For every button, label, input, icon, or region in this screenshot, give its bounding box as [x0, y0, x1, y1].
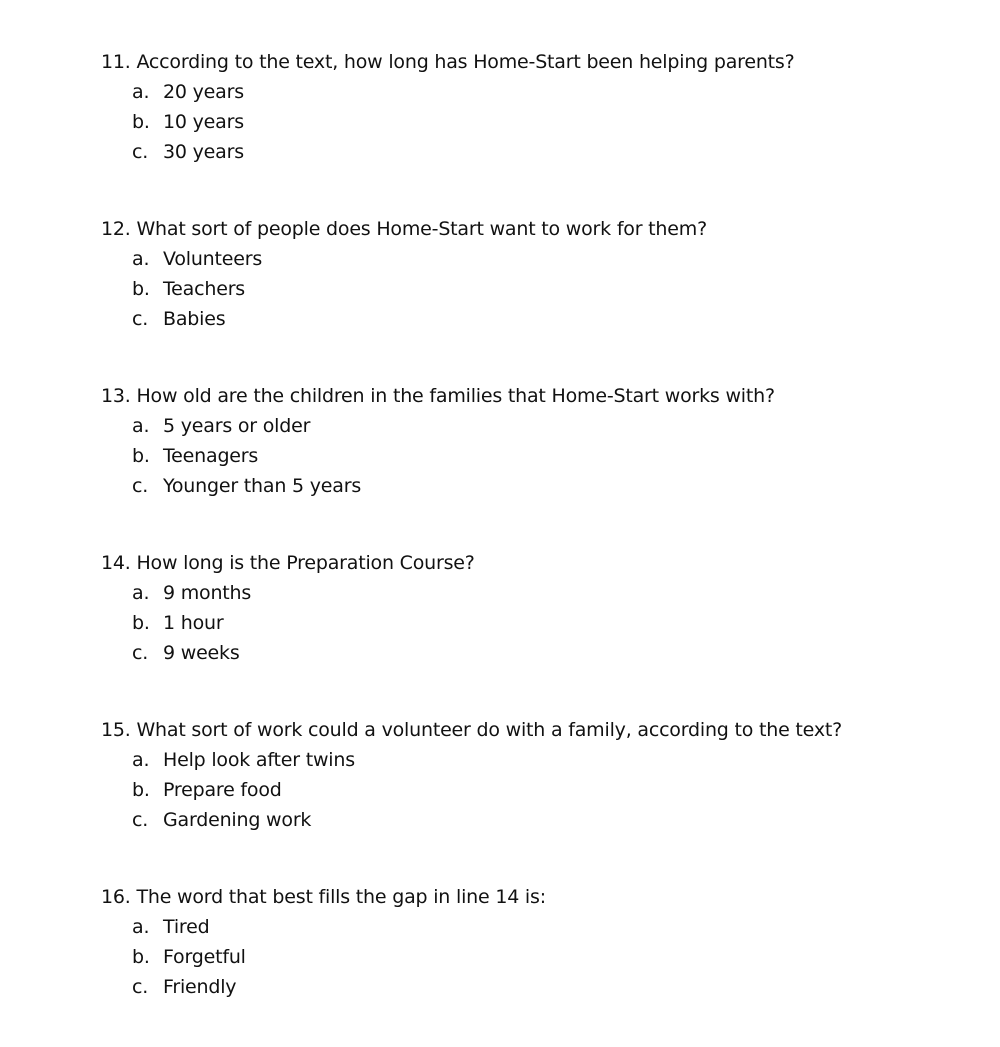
option-letter: b. [132, 445, 150, 467]
option-text: Forgetful [163, 946, 246, 968]
option-letter: c. [132, 308, 149, 330]
question-12-option-b[interactable] [101, 274, 981, 304]
question-12-option-a[interactable] [101, 244, 981, 274]
option-letter: b. [132, 779, 150, 801]
option-letter: a. [132, 248, 150, 270]
option-text: Prepare food [163, 779, 282, 801]
option-text: 5 years or older [163, 415, 311, 437]
option-letter: b. [132, 612, 150, 634]
question-16-option-a[interactable] [101, 912, 981, 942]
option-letter: a. [132, 81, 150, 103]
question-12 [101, 214, 981, 334]
option-letter: b. [132, 946, 150, 968]
question-15-option-b[interactable] [101, 775, 981, 805]
option-letter: c. [132, 976, 149, 998]
question-14-text: 14. How long is the Preparation Course? [101, 552, 475, 574]
question-16-option-c[interactable] [101, 972, 981, 1002]
question-16 [101, 882, 981, 1002]
question-16-text: 16. The word that best fills the gap in line 14 is: [101, 886, 546, 908]
question-13-option-a[interactable] [101, 411, 981, 441]
option-text: 10 years [163, 111, 244, 133]
option-letter: b. [132, 278, 150, 300]
option-letter: c. [132, 141, 149, 163]
question-13-option-b[interactable] [101, 441, 981, 471]
question-13-text: 13. How old are the children in the families that Home-Start works with? [101, 385, 775, 407]
option-letter: c. [132, 809, 149, 831]
option-letter: a. [132, 749, 150, 771]
option-text: Tired [163, 916, 210, 938]
question-13 [101, 381, 981, 501]
option-text: 9 months [163, 582, 252, 604]
option-text: Help look after twins [163, 749, 355, 771]
option-text: Gardening work [163, 809, 312, 831]
question-14-option-c[interactable] [101, 638, 981, 668]
option-text: Volunteers [163, 248, 263, 270]
question-11-option-c[interactable] [101, 137, 981, 167]
question-15-option-a[interactable] [101, 745, 981, 775]
option-letter: a. [132, 582, 150, 604]
question-11-option-a[interactable] [101, 77, 981, 107]
question-11-option-b[interactable] [101, 107, 981, 137]
option-text: 1 hour [163, 612, 224, 634]
option-text: Babies [163, 308, 226, 330]
question-15-text: 15. What sort of work could a volunteer do with a family, according to the text? [101, 719, 843, 741]
question-11 [101, 47, 981, 167]
option-letter: a. [132, 415, 150, 437]
option-letter: c. [132, 475, 149, 497]
option-letter: c. [132, 642, 149, 664]
option-text: 20 years [163, 81, 244, 103]
question-12-option-c[interactable] [101, 304, 981, 334]
option-text: Teenagers [163, 445, 259, 467]
question-11-text: 11. According to the text, how long has Home-Start been helping parents? [101, 51, 795, 73]
question-14 [101, 548, 981, 668]
question-15-option-c[interactable] [101, 805, 981, 835]
question-14-option-a[interactable] [101, 578, 981, 608]
question-16-option-b[interactable] [101, 942, 981, 972]
question-15 [101, 715, 981, 835]
option-letter: b. [132, 111, 150, 133]
question-13-option-c[interactable] [101, 471, 981, 501]
option-text: Younger than 5 years [163, 475, 362, 497]
question-14-option-b[interactable] [101, 608, 981, 638]
option-text: 9 weeks [163, 642, 240, 664]
option-text: Friendly [163, 976, 237, 998]
question-12-text: 12. What sort of people does Home-Start want to work for them? [101, 218, 707, 240]
option-text: 30 years [163, 141, 244, 163]
option-letter: a. [132, 916, 150, 938]
option-text: Teachers [163, 278, 245, 300]
